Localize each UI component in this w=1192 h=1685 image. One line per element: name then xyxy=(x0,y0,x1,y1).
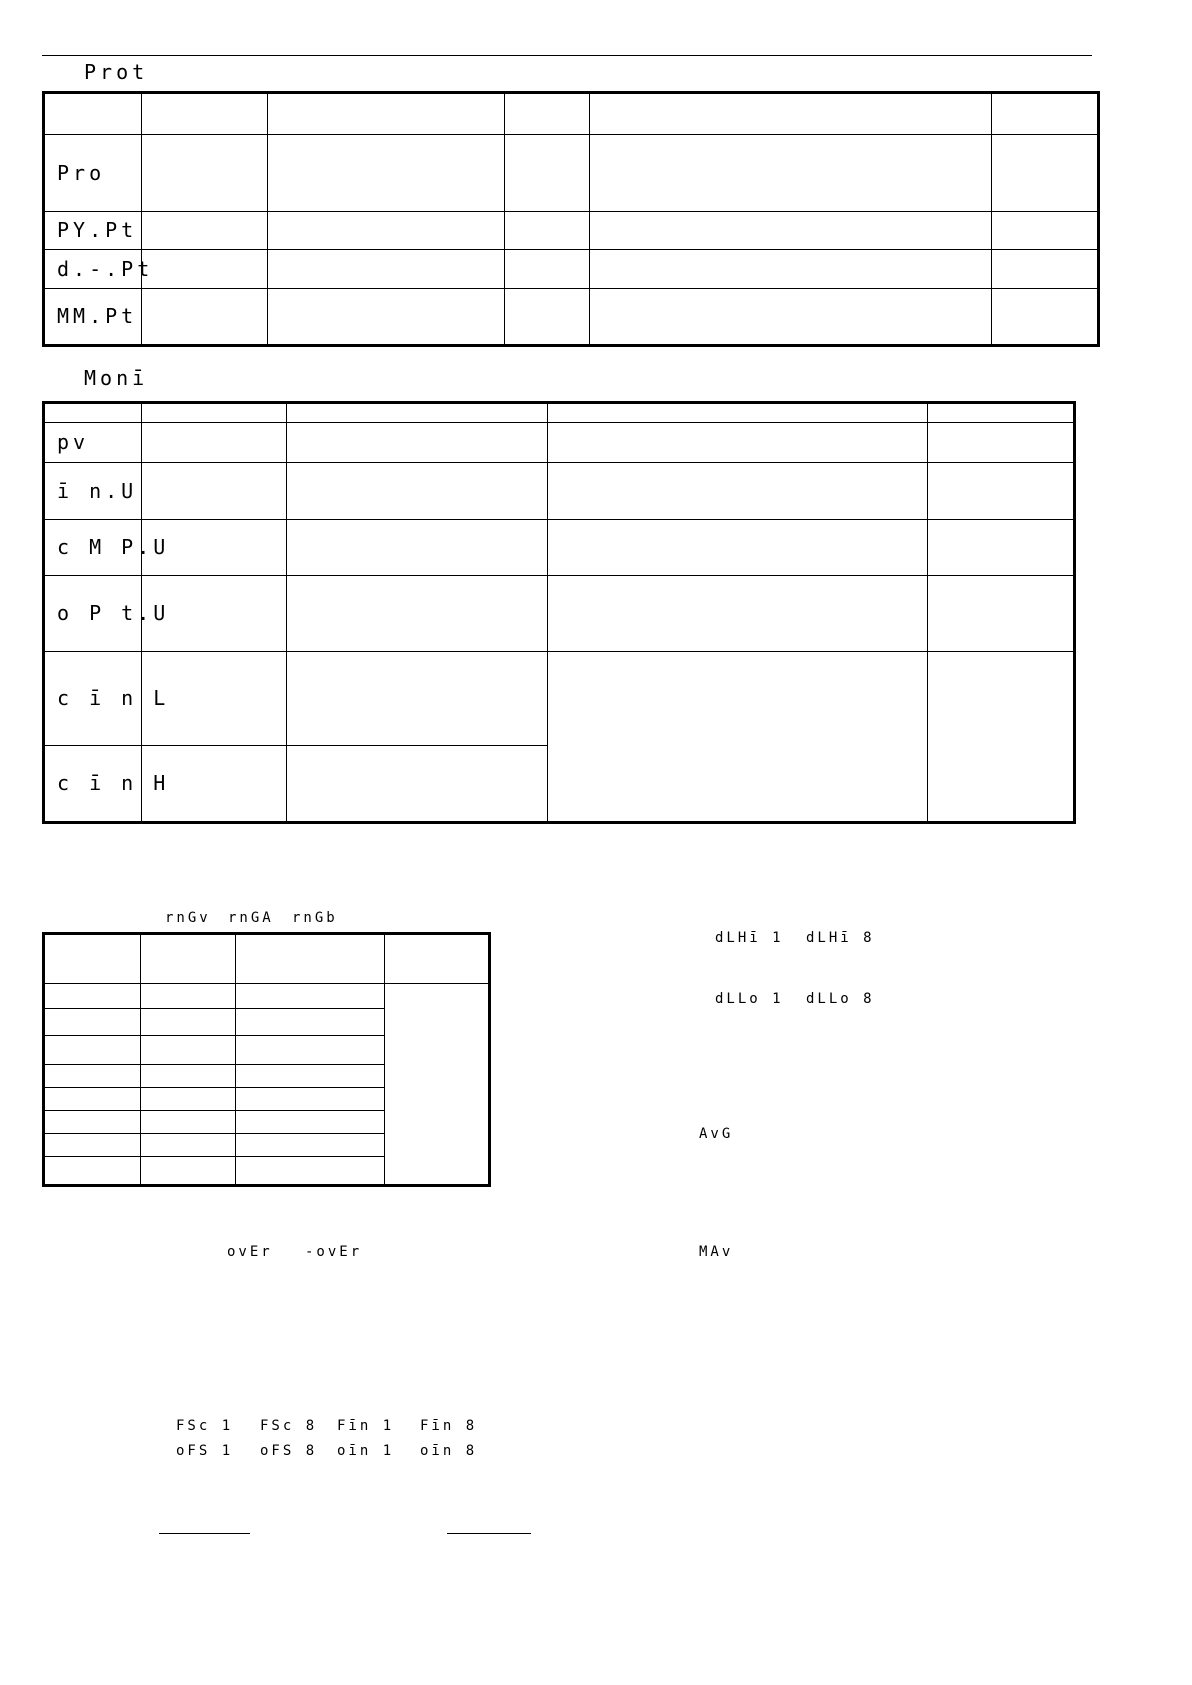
max-code: MAv xyxy=(699,1244,734,1260)
monitor-section-title: Monī xyxy=(84,366,149,390)
scale-code: oīn 8 xyxy=(420,1443,478,1459)
parameter-code: MM.Pt xyxy=(57,304,138,328)
table-row xyxy=(44,576,1075,652)
parameter-code: pv xyxy=(57,430,90,454)
table-row xyxy=(44,520,1075,576)
parameter-code: Pro xyxy=(57,160,106,185)
table-header-row xyxy=(44,934,490,984)
table-row xyxy=(44,250,1099,289)
page-top-rule xyxy=(42,55,1092,56)
parameter-code: o P t.U xyxy=(57,601,170,625)
scale-code: Fīn 1 xyxy=(337,1418,395,1434)
range-code-3: rnGb xyxy=(292,910,338,926)
table-row xyxy=(44,212,1099,250)
table-header-row xyxy=(44,93,1099,135)
range-code-1: rnGv xyxy=(165,910,211,926)
parameter-code: PY.Pt xyxy=(57,218,138,242)
average-code: AvG xyxy=(699,1126,734,1142)
scale-code: oFS 1 xyxy=(176,1443,234,1459)
over-code: ovEr xyxy=(227,1244,273,1260)
parameter-code: c M P.U xyxy=(57,535,170,559)
range-table xyxy=(42,932,491,1187)
scale-code: FSc 1 xyxy=(176,1418,234,1434)
parameter-code: c ī n L xyxy=(57,686,170,710)
table-row xyxy=(44,289,1099,346)
dl-high-start-code: dLHī 1 xyxy=(715,930,784,946)
table-row xyxy=(44,652,1075,746)
table-row xyxy=(44,135,1099,212)
scale-code: oīn 1 xyxy=(337,1443,395,1459)
range-code-2: rnGA xyxy=(228,910,274,926)
dl-low-start-code: dLLo 1 xyxy=(715,991,784,1007)
parameter-code: ī n.U xyxy=(57,478,138,503)
underline-left xyxy=(159,1533,250,1534)
protect-section-title: Prot xyxy=(84,60,149,84)
scale-code: oFS 8 xyxy=(260,1443,318,1459)
dl-high-end-code: dLHī 8 xyxy=(806,930,875,946)
scale-code: FSc 8 xyxy=(260,1418,318,1434)
minus-over-code: -ovEr xyxy=(305,1244,363,1260)
parameter-code: c ī n H xyxy=(57,771,170,795)
dl-low-end-code: dLLo 8 xyxy=(806,991,875,1007)
table-row xyxy=(44,984,490,1009)
table-row xyxy=(44,463,1075,520)
scale-code: Fīn 8 xyxy=(420,1418,478,1434)
monitor-table xyxy=(42,401,1076,824)
table-header-row xyxy=(44,403,1075,423)
table-row xyxy=(44,423,1075,463)
protect-table xyxy=(42,91,1100,347)
underline-right xyxy=(447,1533,531,1534)
parameter-code: d.-.Pt xyxy=(57,256,154,281)
